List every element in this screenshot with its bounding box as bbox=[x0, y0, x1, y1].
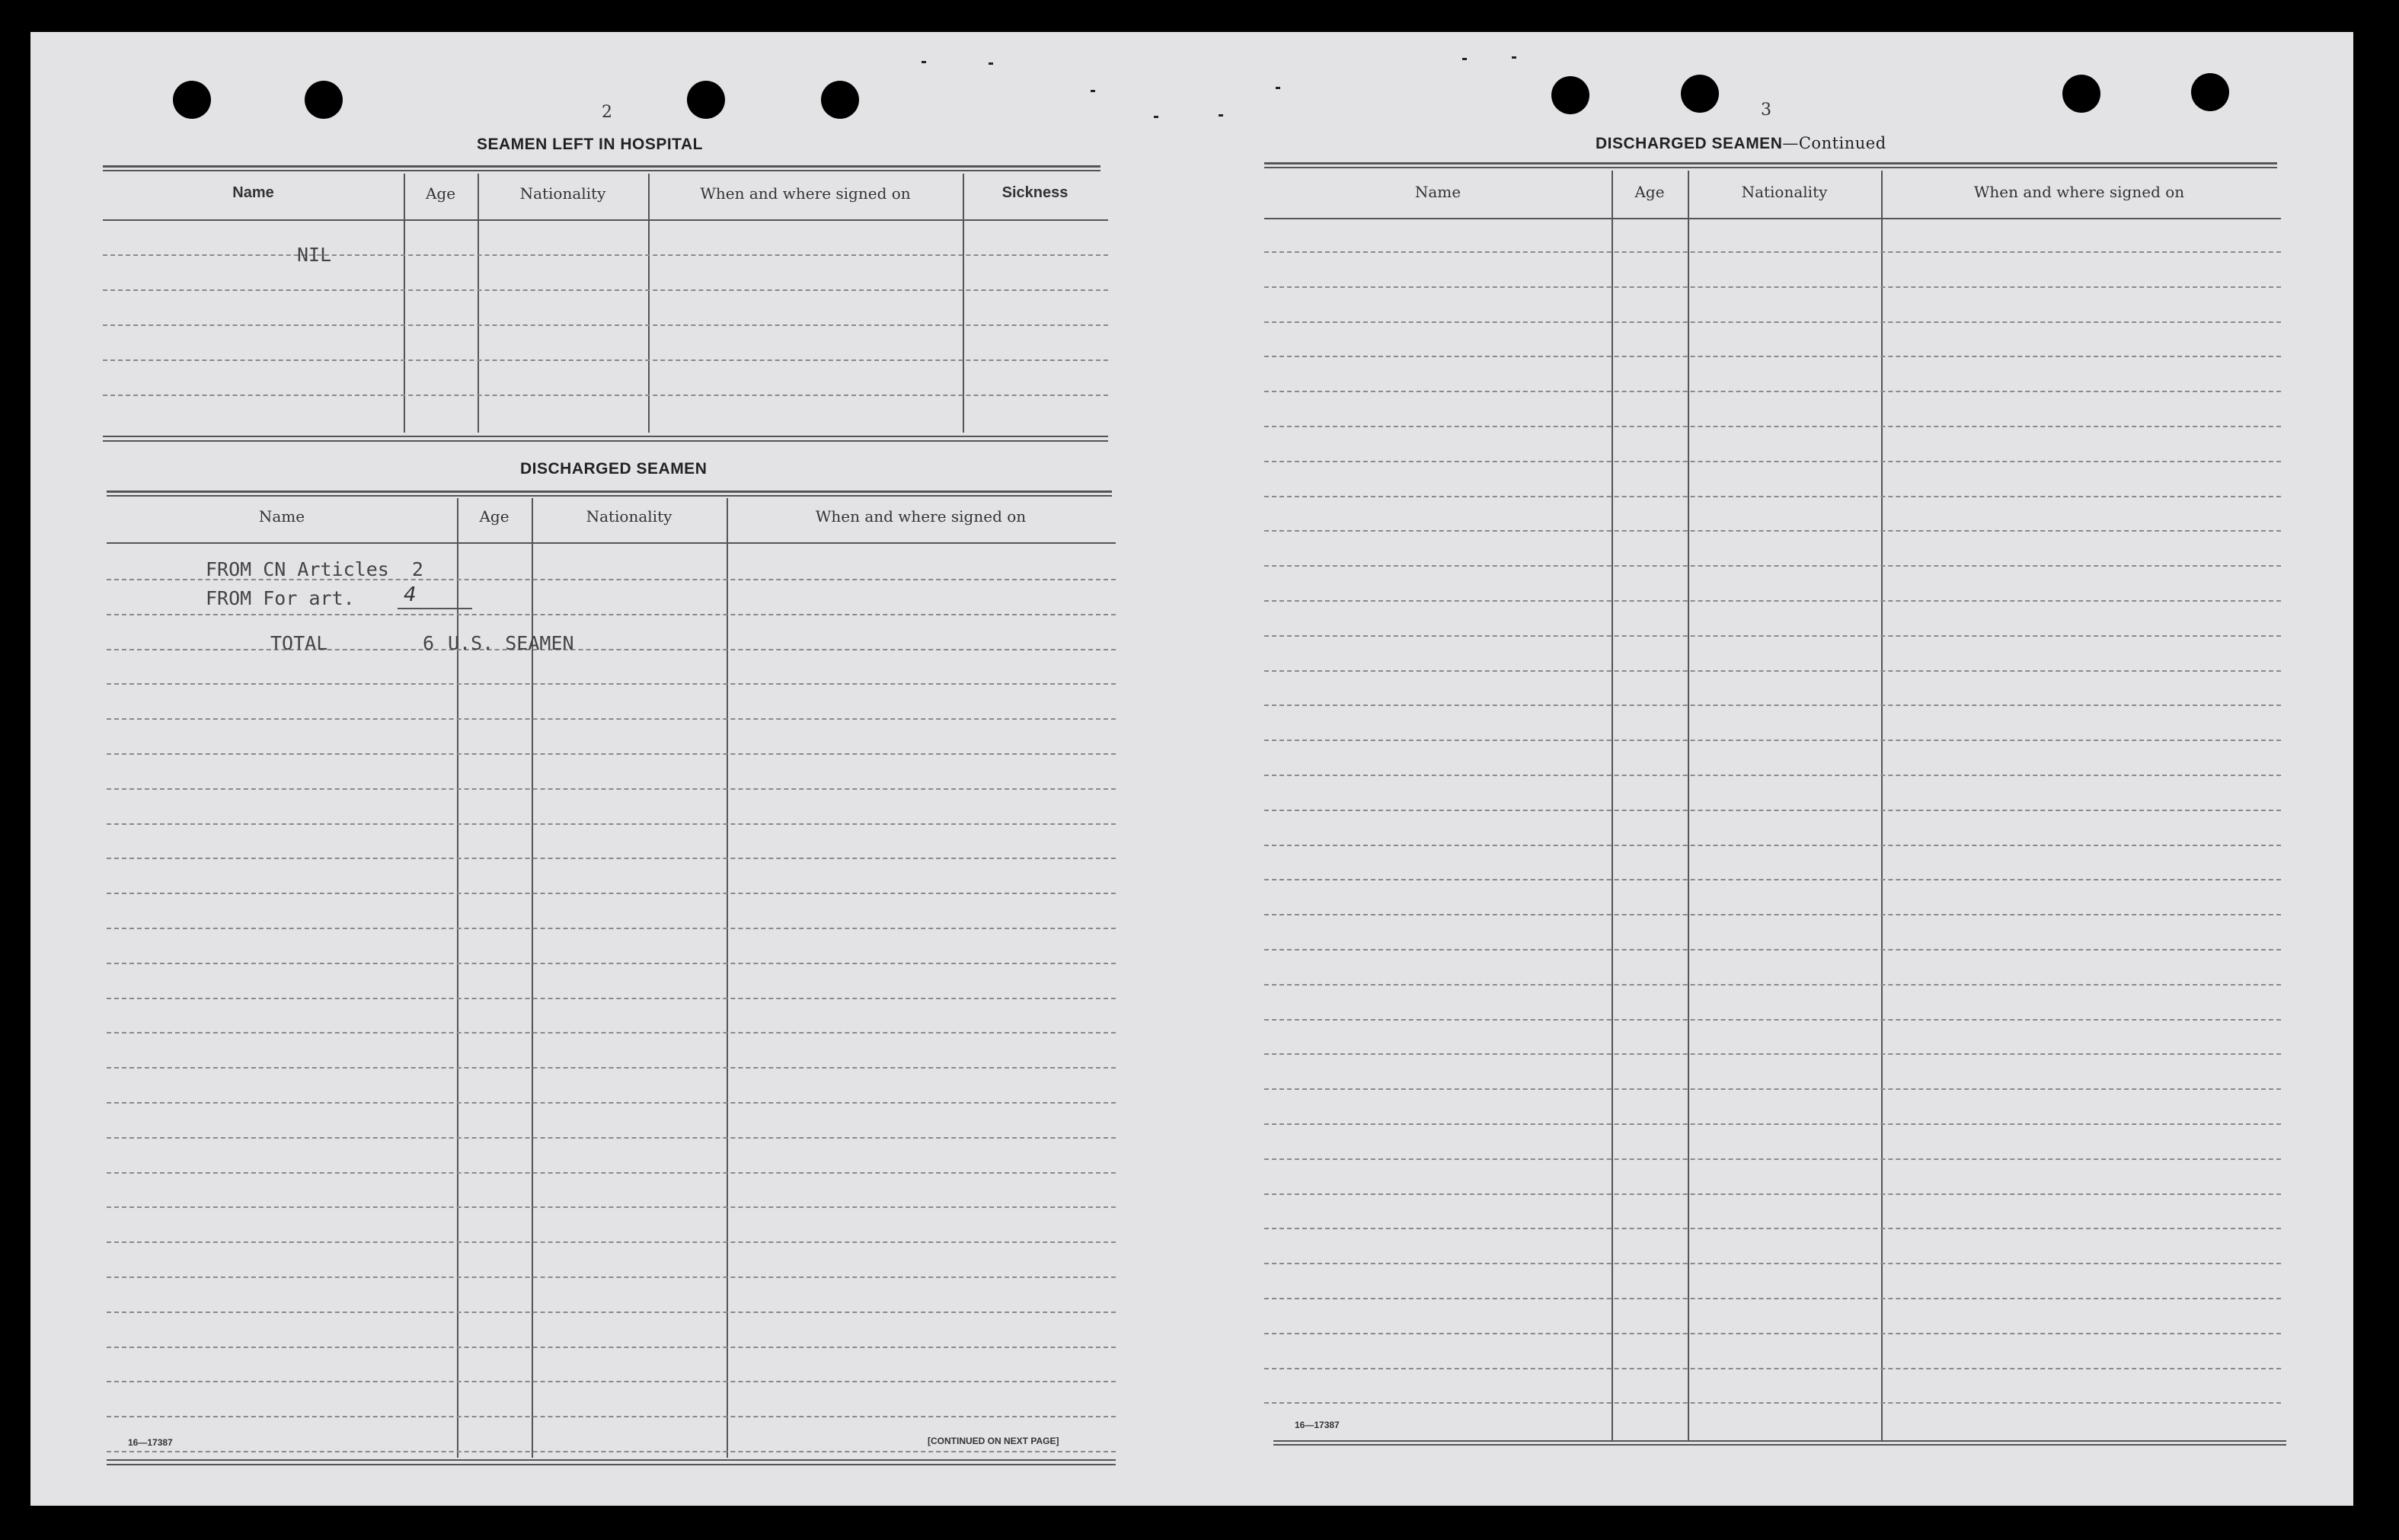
ruled-line bbox=[107, 1312, 1116, 1313]
right-header-nationality: Nationality bbox=[1741, 183, 1828, 201]
punch-hole bbox=[1551, 76, 1589, 114]
right-section-title bbox=[1596, 134, 1886, 153]
right-header-signed-on: When and where signed on bbox=[1973, 183, 2185, 201]
ruled-line bbox=[1264, 251, 2281, 253]
ruled-line bbox=[1264, 1368, 2281, 1369]
ruled-line bbox=[107, 1032, 1116, 1034]
hospital-header-signed-on: When and where signed on bbox=[700, 184, 911, 203]
right-header-age: Age bbox=[1634, 183, 1665, 201]
discharged-header-signed-on: When and where signed on bbox=[815, 507, 1027, 526]
right-page-number: 3 bbox=[1761, 101, 1771, 120]
ruled-line bbox=[1264, 1158, 2281, 1160]
punch-hole bbox=[305, 81, 343, 119]
ruled-line bbox=[107, 1416, 1116, 1417]
ruled-line bbox=[1264, 879, 2281, 880]
discharged-total-note: U.S. SEAMEN bbox=[448, 632, 574, 654]
ruled-line bbox=[1264, 775, 2281, 776]
ruled-line bbox=[1264, 914, 2281, 915]
hospital-header-nationality: Nationality bbox=[519, 184, 606, 203]
ruled-line bbox=[1264, 286, 2281, 288]
right-title-suffix: —Continued bbox=[1782, 134, 1886, 152]
right-title-main: DISCHARGED SEAMEN bbox=[1596, 135, 1783, 152]
discharged-header-nationality: Nationality bbox=[586, 507, 672, 526]
ruled-line bbox=[107, 1347, 1116, 1348]
continued-note: [CONTINUED ON NEXT PAGE] bbox=[928, 1436, 1059, 1446]
ruled-line bbox=[107, 823, 1116, 825]
ruled-line bbox=[1264, 1053, 2281, 1055]
ruled-line bbox=[1264, 740, 2281, 741]
ruled-line bbox=[1264, 1263, 2281, 1264]
ruled-line bbox=[107, 1137, 1116, 1139]
ruled-line bbox=[107, 858, 1116, 859]
ruled-line bbox=[107, 1102, 1116, 1104]
ruled-line bbox=[107, 963, 1116, 964]
ruled-line bbox=[1264, 1019, 2281, 1021]
discharged-total-count: 6 bbox=[423, 632, 435, 654]
hospital-entry: NIL bbox=[297, 244, 332, 266]
ruled-line bbox=[1264, 949, 2281, 951]
ruled-line bbox=[1264, 321, 2281, 323]
ruled-line bbox=[1264, 600, 2281, 602]
ruled-line bbox=[1264, 1088, 2281, 1090]
hospital-section-title: SEAMEN LEFT IN HOSPITAL bbox=[477, 136, 703, 153]
ruled-line bbox=[1264, 984, 2281, 986]
left-form-number: 16—17387 bbox=[128, 1437, 173, 1448]
punch-hole bbox=[1681, 75, 1719, 113]
ruled-line bbox=[1264, 1298, 2281, 1299]
ruled-line bbox=[107, 718, 1116, 720]
discharged-line-1: FROM CN Articles 2 bbox=[206, 558, 423, 580]
right-form-number: 16—17387 bbox=[1295, 1420, 1340, 1430]
ruled-line bbox=[107, 649, 1116, 650]
ruled-line bbox=[1264, 845, 2281, 846]
punch-hole bbox=[173, 81, 211, 119]
ruled-line bbox=[1264, 635, 2281, 637]
ruled-line bbox=[1264, 705, 2281, 706]
ruled-line bbox=[1264, 391, 2281, 392]
ruled-line bbox=[1264, 496, 2281, 497]
ruled-line bbox=[107, 893, 1116, 894]
discharged-line-2: FROM For art. bbox=[206, 587, 355, 609]
ruled-line bbox=[107, 788, 1116, 790]
ruled-line bbox=[1264, 670, 2281, 672]
punch-hole bbox=[821, 81, 859, 119]
ruled-line bbox=[107, 1451, 1116, 1452]
punch-hole bbox=[2191, 73, 2229, 111]
ruled-line bbox=[1264, 461, 2281, 462]
ruled-line bbox=[1264, 810, 2281, 811]
ruled-line bbox=[107, 753, 1116, 755]
ruled-line bbox=[107, 1206, 1116, 1208]
left-page-number: 2 bbox=[602, 103, 612, 122]
right-header-name: Name bbox=[1414, 183, 1461, 201]
ruled-line bbox=[1264, 1228, 2281, 1229]
hospital-header-age: Age bbox=[425, 184, 456, 203]
ruled-line bbox=[1264, 1193, 2281, 1195]
ruled-line bbox=[1264, 565, 2281, 567]
discharged-total-label: TOTAL bbox=[270, 632, 328, 654]
ruled-line bbox=[107, 998, 1116, 999]
ruled-line bbox=[1264, 426, 2281, 427]
ruled-line bbox=[1264, 1402, 2281, 1404]
ruled-line bbox=[107, 1241, 1116, 1243]
punch-hole bbox=[2062, 75, 2100, 113]
discharged-line-2-count: 4 bbox=[404, 583, 417, 606]
ruled-line bbox=[107, 1276, 1116, 1278]
ruled-line bbox=[1264, 1333, 2281, 1334]
ruled-line bbox=[107, 928, 1116, 929]
ruled-line bbox=[1264, 356, 2281, 357]
ruled-line bbox=[107, 683, 1116, 685]
punch-hole bbox=[687, 81, 725, 119]
discharged-section-title: DISCHARGED SEAMEN bbox=[520, 460, 708, 478]
discharged-header-age: Age bbox=[479, 507, 510, 526]
ruled-line bbox=[107, 614, 1116, 615]
ruled-line bbox=[107, 1381, 1116, 1382]
hospital-header-sickness: Sickness bbox=[1001, 184, 1069, 201]
hospital-header-name: Name bbox=[232, 184, 274, 201]
document-sheet bbox=[30, 32, 2353, 1506]
ruled-line bbox=[107, 1172, 1116, 1174]
discharged-header-name: Name bbox=[258, 507, 305, 526]
ruled-line bbox=[1264, 530, 2281, 532]
ruled-line bbox=[1264, 1123, 2281, 1125]
ruled-line bbox=[107, 1067, 1116, 1069]
